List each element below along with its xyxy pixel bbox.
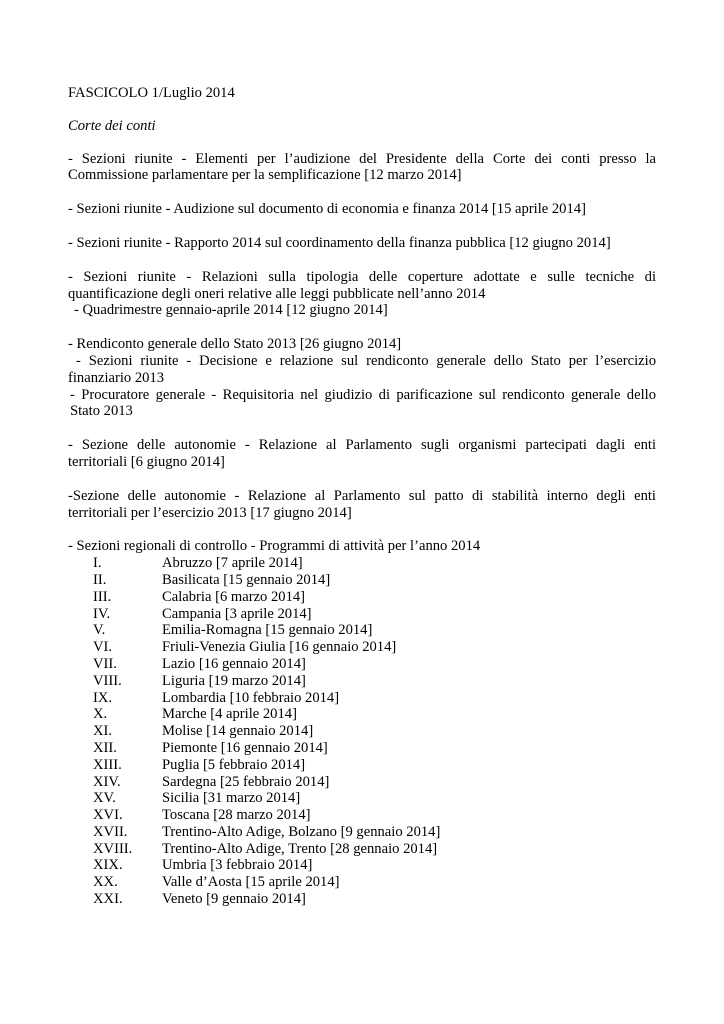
list-item-number: VI. [93, 639, 113, 656]
document-body [68, 85, 656, 908]
list-item-text: Valle d’Aosta [15 aprile 2014] [162, 874, 340, 891]
list-item [93, 555, 656, 572]
list-item [93, 857, 656, 874]
list-item-text: Puglia [5 febbraio 2014] [162, 756, 306, 773]
list-item [93, 673, 656, 690]
list-item-text: Umbria [3 febbraio 2014] [162, 857, 313, 874]
entry-line: territoriali [6 giugno 2014] [68, 453, 225, 470]
entry-line: -Sezione delle autonomie - Relazione al Parlamento sul patto di stabilità interno degli enti [68, 487, 656, 504]
entry-audizione-def [68, 201, 656, 218]
list-item-text: Trentino-Alto Adige, Bolzano [9 gennaio 2014] [162, 823, 441, 840]
entry-line: Stato 2013 [70, 403, 133, 420]
document-title: FASCICOLO 1/Luglio 2014 [68, 85, 235, 101]
list-item-number: III. [93, 588, 112, 605]
entry-line: - Quadrimestre gennaio-aprile 2014 [12 giugno 2014] [74, 302, 388, 319]
list-item [93, 606, 656, 623]
list-item [93, 874, 656, 891]
list-item-number: V. [93, 622, 106, 639]
list-item-text: Piemonte [16 gennaio 2014] [162, 739, 328, 756]
list-item [93, 723, 656, 740]
list-item-number: VIII. [93, 672, 122, 689]
list-item-text: Campania [3 aprile 2014] [162, 605, 312, 622]
list-item-text: Veneto [9 gennaio 2014] [162, 891, 306, 908]
list-item [93, 740, 656, 757]
list-item [93, 824, 656, 841]
list-item [93, 572, 656, 589]
list-item [93, 757, 656, 774]
list-item-number: XXI. [93, 891, 123, 908]
list-item-number: I. [93, 555, 102, 572]
list-item-text: Toscana [28 marzo 2014] [162, 807, 311, 824]
list-item-number: XX. [93, 874, 118, 891]
list-item-text: Sicilia [31 marzo 2014] [162, 790, 301, 807]
list-item [93, 706, 656, 723]
entry-line: - Sezione delle autonomie - Relazione al Parlamento sugli organismi partecipati dagli enti [68, 437, 656, 454]
entry-line: - Sezioni regionali di controllo - Programmi di attività per l’anno 2014 [68, 538, 481, 555]
list-item-text: Trentino-Alto Adige, Trento [28 gennaio 2014] [162, 840, 438, 857]
list-item [93, 639, 656, 656]
list-item-number: VII. [93, 655, 117, 672]
entry-line: - Sezioni riunite - Audizione sul documento di economia e finanza 2014 [15 aprile 2014] [68, 201, 586, 218]
list-item-text: Basilicata [15 gennaio 2014] [162, 571, 331, 588]
list-item-text: Sardegna [25 febbraio 2014] [162, 773, 330, 790]
list-item [93, 622, 656, 639]
entry-line: quantificazione degli oneri relative alle leggi pubblicate nell’anno 2014 [68, 285, 486, 302]
list-item-number: XVI. [93, 807, 123, 824]
entry-sezioni-regionali [68, 538, 656, 908]
list-item-text: Calabria [6 marzo 2014] [162, 588, 306, 605]
entry-line: - Sezioni riunite - Relazioni sulla tipologia delle coperture adottate e sulle tecniche di [68, 268, 656, 285]
list-item-number: IV. [93, 605, 111, 622]
list-item [93, 589, 656, 606]
list-item [93, 790, 656, 807]
list-item-text: Emilia-Romagna [15 gennaio 2014] [162, 622, 373, 639]
list-item-text: Liguria [19 marzo 2014] [162, 672, 306, 689]
entry-line: - Sezioni riunite - Decisione e relazione sul rendiconto generale dello Stato per l’esercizio [76, 352, 656, 369]
list-item [93, 807, 656, 824]
entry-line: territoriali per l’esercizio 2013 [17 giugno 2014] [68, 504, 352, 521]
list-item-text: Lombardia [10 febbraio 2014] [162, 689, 340, 706]
list-item-number: IX. [93, 689, 113, 706]
list-item-text: Marche [4 aprile 2014] [162, 706, 297, 723]
list-item-text: Molise [14 gennaio 2014] [162, 723, 314, 740]
entry-line: - Sezioni riunite - Elementi per l’audizione del Presidente della Corte dei conti presso la [68, 150, 656, 167]
entry-line: finanziario 2013 [68, 369, 165, 386]
entry-relazioni-coperture [68, 269, 656, 319]
list-item-number: XIV. [93, 773, 121, 790]
entry-rendiconto-generale [68, 336, 656, 420]
list-item-number: XII. [93, 739, 117, 756]
list-item-text: Abruzzo [7 aprile 2014] [162, 555, 303, 572]
entry-line: - Rendiconto generale dello Stato 2013 [26 giugno 2014] [68, 336, 402, 353]
entry-line: Commissione parlamentare per la semplificazione [12 marzo 2014] [68, 167, 462, 184]
list-item [93, 841, 656, 858]
document-subtitle: Corte dei conti [68, 117, 156, 134]
entry-line: - Procuratore generale - Requisitoria nel giudizio di parificazione sul rendiconto generale dello [70, 386, 656, 403]
list-item-text: Lazio [16 gennaio 2014] [162, 655, 306, 672]
list-item-text: Friuli-Venezia Giulia [16 gennaio 2014] [162, 639, 397, 656]
list-item [93, 891, 656, 908]
region-list [93, 555, 656, 908]
list-item-number: X. [93, 706, 108, 723]
list-item-number: XI. [93, 723, 113, 740]
entry-rapporto-coordinamento [68, 235, 656, 252]
entry-line: - Sezioni riunite - Rapporto 2014 sul coordinamento della finanza pubblica [12 giugno 2014] [68, 234, 611, 251]
list-item [93, 656, 656, 673]
entry-patto-stabilita [68, 488, 656, 522]
list-item [93, 690, 656, 707]
list-item-number: XV. [93, 790, 116, 807]
list-item-number: XIII. [93, 756, 122, 773]
entry-organismi-partecipati [68, 437, 656, 471]
list-item-number: XVII. [93, 823, 128, 840]
list-item-number: XIX. [93, 857, 123, 874]
list-item [93, 774, 656, 791]
list-item-number: II. [93, 571, 107, 588]
list-item-number: XVIII. [93, 840, 133, 857]
entry-audizione-semplificazione [68, 151, 656, 185]
